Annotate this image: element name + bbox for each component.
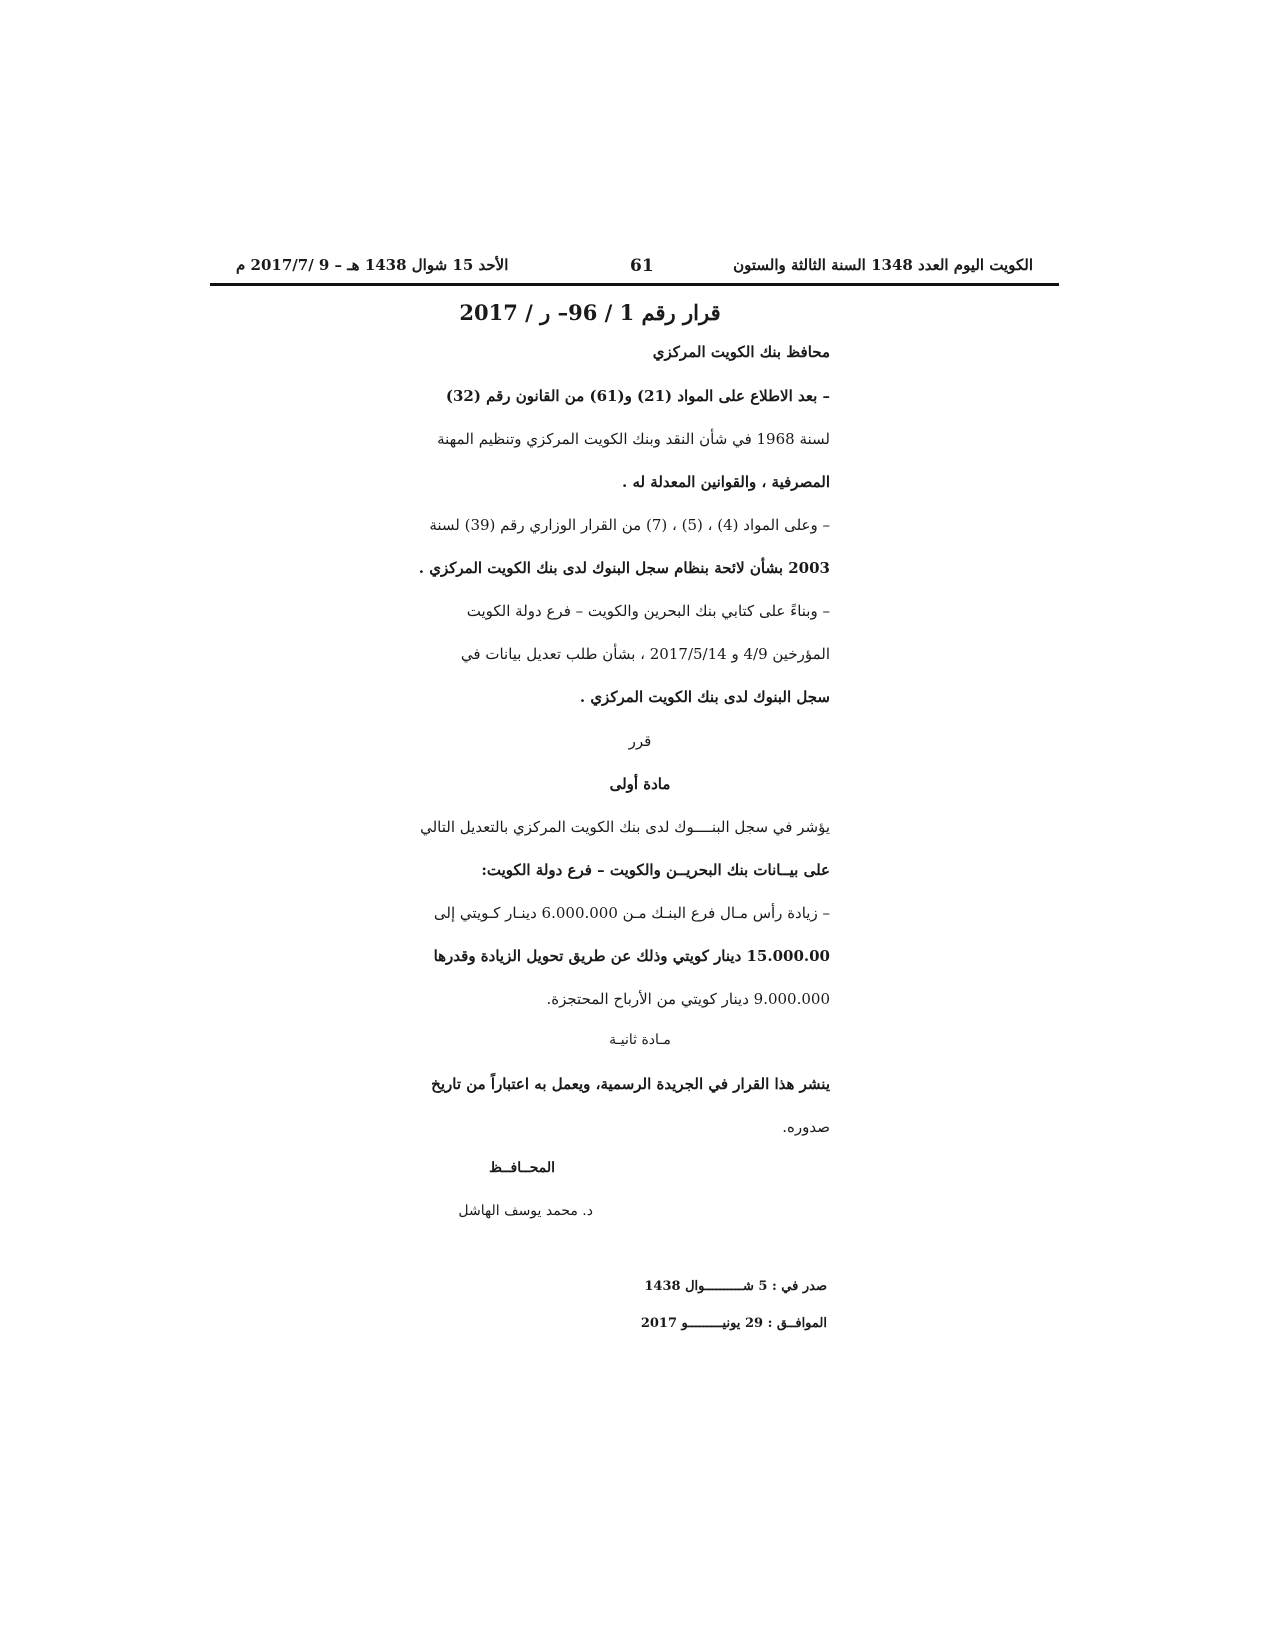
publication-info: الكويت اليوم العدد 1348 السنة الثالثة والستون <box>733 256 1033 274</box>
article-1-heading: مادة أولى <box>609 775 671 793</box>
preamble-line: المصرفية ، والقوانين المعدلة له . <box>622 473 830 491</box>
preamble-line: – وبناءً على كتابي بنك البحرين والكويت – فرع دولة الكويت <box>466 602 830 620</box>
preamble-line: المؤرخين 4/9 و 2017/5/14 ، بشأن طلب تعديل بيانات في <box>460 645 830 663</box>
article-1-line: على بيــانات بنك البحريــن والكويت – فرع دولة الكويت: <box>481 861 830 879</box>
signatory-title: المحــافــظ <box>489 1160 555 1176</box>
article-1-line: 9.000.000 دينار كويتي من الأرباح المحتجزة. <box>546 990 830 1008</box>
article-1-line: يؤشر في سجل البنــــوك لدى بنك الكويت المركزي بالتعديل التالي <box>420 818 830 836</box>
article-2-line: ينشر هذا القرار في الجريدة الرسمية، ويعمل به اعتباراً من تاريخ <box>431 1075 830 1093</box>
preamble-line: 2003 بشأن لائحة بنظام سجل البنوك لدى بنك الكويت المركزي . <box>418 559 830 577</box>
header-divider <box>210 283 1059 286</box>
decree-title: قرار رقم 1 / 96– ر / 2017 <box>459 300 721 325</box>
article-1-line: 15.000.00 دينار كويتي وذلك عن طريق تحويل الزيادة وقدرها <box>433 947 830 965</box>
signatory-name: د. محمد يوسف الهاشل <box>458 1203 593 1219</box>
decided-heading: قرر <box>628 732 652 750</box>
preamble-line: لسنة 1968 في شأن النقد وبنك الكويت المركزي وتنظيم المهنة <box>437 430 830 448</box>
issue-date: صدر في : 5 شــــــــــوال 1438 <box>644 1279 827 1294</box>
preamble-line: سجل البنوك لدى بنك الكويت المركزي . <box>579 688 830 706</box>
preamble-line: – بعد الاطلاع على المواد (21) و(61) من القانون رقم (32) <box>445 387 830 405</box>
article-1-line: – زيادة رأس مـال فرع البنـك مـن 6.000.000 دينـار كـويتي إلى <box>433 904 830 922</box>
gregorian-date: الموافــق : 29 يونيـــــــــو 2017 <box>640 1316 827 1331</box>
issuer-line: محافظ بنك الكويت المركزي <box>652 343 830 361</box>
article-2-line: صدوره. <box>782 1118 830 1136</box>
page-number: 61 <box>630 256 654 276</box>
header-date: الأحد 15 شوال 1438 هـ – 9 /2017/7 م <box>236 256 509 274</box>
preamble-line: – وعلى المواد (4) ، (5) ، (7) من القرار الوزاري رقم (39) لسنة <box>429 516 830 534</box>
article-2-heading: مـادة ثانيـة <box>609 1032 671 1048</box>
